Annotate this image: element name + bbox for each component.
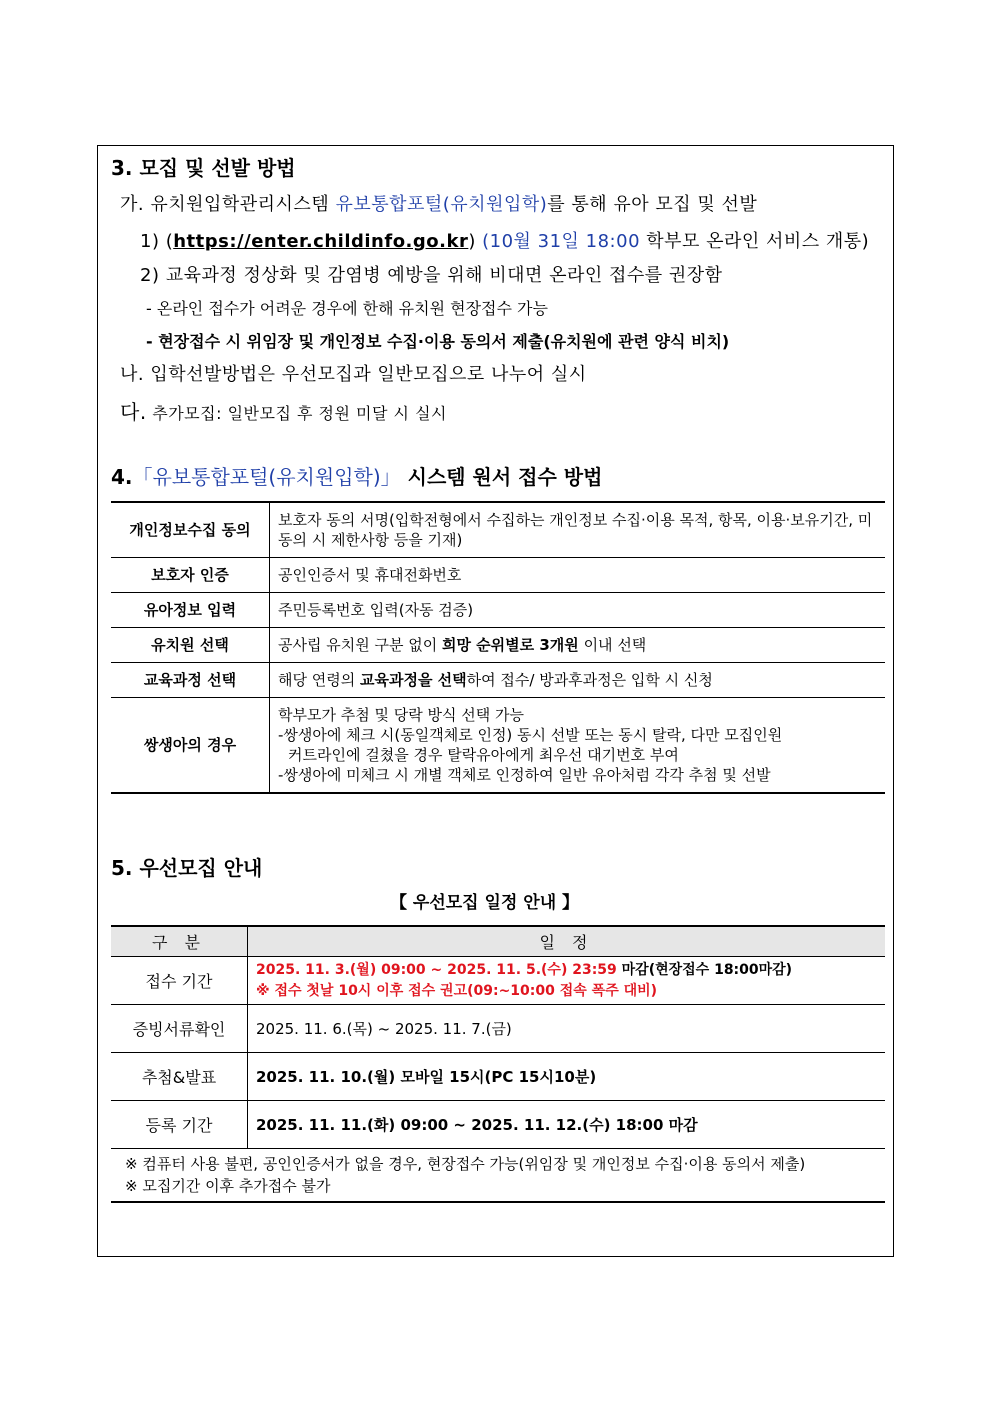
row-key: 보호자 인증 — [111, 558, 270, 593]
row-value — [248, 957, 886, 1005]
da-text: 추가모집: 일반모집 후 정원 미달 시 실시 — [146, 404, 447, 423]
section3-ga-prefix: 가. 유치원입학관리시스템 — [120, 194, 336, 215]
value-bold: 희망 순위별로 3개원 — [441, 636, 579, 654]
item1-mid: ) — [468, 231, 483, 252]
table-row — [111, 1101, 885, 1149]
table-header-row — [111, 926, 885, 957]
row-key: 추첨&발표 — [111, 1053, 248, 1101]
row-value — [270, 663, 886, 698]
section3-item1 — [140, 227, 869, 253]
section4-title-prefix: 4. — [111, 465, 133, 489]
notes-row — [111, 1149, 885, 1203]
section4-title — [111, 461, 602, 490]
header-value: 일 정 — [248, 926, 886, 957]
table-row — [111, 628, 885, 663]
table-row — [111, 1053, 885, 1101]
portal-link[interactable]: 유보통합포털(유치원입학) — [335, 194, 548, 215]
item1-date: (10월 31일 18:00 — [482, 231, 641, 252]
section5-subtitle: 【 우선모집 일정 안내 】 — [390, 893, 580, 913]
twins-line: -쌍생아에 미체크 시 개별 객체로 인정하여 일반 유아처럼 각각 추첨 및 선발 — [278, 766, 771, 784]
schedule-table — [111, 925, 885, 1203]
table-row — [111, 663, 885, 698]
row-key: 증빙서류확인 — [111, 1005, 248, 1053]
row-value — [270, 628, 886, 663]
row-key: 접수 기간 — [111, 957, 248, 1005]
portal-url-link[interactable]: https://enter.childinfo.go.kr — [173, 231, 469, 252]
section3-dash1: - 온라인 접수가 어려운 경우에 한해 유치원 현장접수 가능 — [146, 299, 548, 318]
section3-na: 나. 입학선발방법은 우선모집과 일반모집으로 나누어 실시 — [120, 364, 587, 385]
table-row — [111, 698, 885, 794]
row-key: 개인정보수집 동의 — [111, 502, 270, 558]
section3-item2: 2) 교육과정 정상화 및 감염병 예방을 위해 비대면 온라인 접수를 권장함 — [140, 265, 723, 286]
period-note: ※ 접수 첫날 10시 이후 접수 권고(09:~10:00 접속 폭주 대비) — [256, 982, 658, 999]
table-row — [111, 558, 885, 593]
table-row — [111, 593, 885, 628]
value-bold: 교육과정을 선택 — [360, 671, 467, 689]
row-value: 2025. 11. 6.(목) ~ 2025. 11. 7.(금) — [248, 1005, 886, 1053]
period-black: 마감(현장접수 18:00마감) — [616, 961, 793, 978]
row-value: 공인인증서 및 휴대전화번호 — [270, 558, 886, 593]
note-line: ※ 모집기간 이후 추가접수 불가 — [125, 1177, 331, 1195]
value-post: 하여 접수/ 방과후과정은 입학 시 신청 — [466, 671, 713, 689]
section4-title-link: 「유보통합포털(유치원입학)」 — [132, 465, 401, 489]
row-key: 쌍생아의 경우 — [111, 698, 270, 794]
section4-title-suffix: 시스템 원서 접수 방법 — [400, 465, 603, 489]
row-value: 2025. 11. 10.(월) 모바일 15시(PC 15시10분) — [248, 1053, 886, 1101]
note-line: ※ 컴퓨터 사용 불편, 공인인증서가 없을 경우, 현장접수 가능(위임장 및 개인정보 수집·이용 동의서 제출) — [125, 1155, 806, 1173]
row-key: 등록 기간 — [111, 1101, 248, 1149]
header-key: 구 분 — [111, 926, 248, 957]
row-value: 주민등록번호 입력(자동 검증) — [270, 593, 886, 628]
value-pre: 해당 연령의 — [278, 671, 360, 689]
row-value: 보호자 동의 서명(입학전형에서 수집하는 개인정보 수집·이용 목적, 항목, 이용·보유기간, 미동의 시 제한사항 등을 기재) — [270, 502, 886, 558]
row-key: 유아정보 입력 — [111, 593, 270, 628]
table-row — [111, 502, 885, 558]
da-letter: 다. — [120, 400, 147, 424]
row-key: 유치원 선택 — [111, 628, 270, 663]
section3-da — [120, 396, 447, 425]
section3-ga-suffix: 를 통해 유아 모집 및 선발 — [547, 194, 758, 215]
value-pre: 공사립 유치원 구분 없이 — [278, 636, 442, 654]
item1-suffix: 학부모 온라인 서비스 개통) — [640, 231, 870, 252]
notes-cell — [111, 1149, 885, 1203]
section3-dash2: - 현장접수 시 위임장 및 개인정보 수집·이용 동의서 제출(유치원에 관련 양식 비치) — [146, 332, 730, 351]
table-row — [111, 1005, 885, 1053]
section3-title: 3. 모집 및 선발 방법 — [111, 156, 296, 180]
item1-prefix: 1) ( — [140, 231, 174, 252]
section5-title: 5. 우선모집 안내 — [111, 856, 263, 880]
row-value — [270, 698, 886, 794]
table-row — [111, 957, 885, 1005]
twins-line: 학부모가 추첨 및 당락 방식 선택 가능 — [278, 706, 524, 724]
twins-line: -쌍생아에 체크 시(동일객체로 인정) 동시 선발 또는 동시 탈락, 다만 모집인원 — [278, 726, 783, 744]
row-key: 교육과정 선택 — [111, 663, 270, 698]
row-value: 2025. 11. 11.(화) 09:00 ~ 2025. 11. 12.(수) 18:00 마감 — [248, 1101, 886, 1149]
period-red: 2025. 11. 3.(월) 09:00 ~ 2025. 11. 5.(수) 23:59 — [256, 961, 617, 978]
twins-line: 커트라인에 걸쳤을 경우 탈락유아에게 최우선 대기번호 부여 — [288, 746, 679, 764]
application-method-table — [111, 501, 885, 794]
value-post: 이내 선택 — [578, 636, 647, 654]
section3-ga — [120, 190, 757, 216]
